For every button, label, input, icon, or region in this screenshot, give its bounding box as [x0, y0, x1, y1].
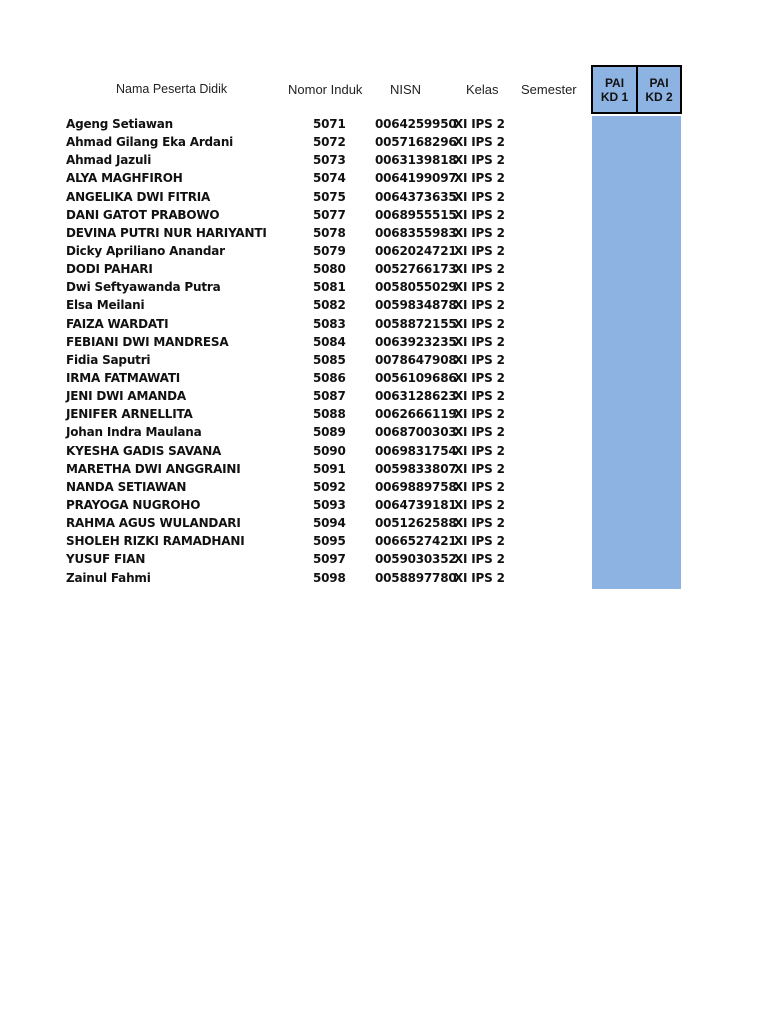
- student-kelas: XI IPS 2: [454, 461, 505, 476]
- student-name: MARETHA DWI ANGGRAINI: [66, 461, 241, 476]
- student-name: IRMA FATMAWATI: [66, 370, 181, 385]
- student-name: Ahmad Jazuli: [66, 153, 152, 168]
- student-nisn: 0063128623: [375, 389, 457, 404]
- student-kelas: XI IPS 2: [454, 243, 505, 258]
- table-row: [0, 406, 768, 424]
- student-name: FAIZA WARDATI: [66, 316, 169, 331]
- student-nisn: 0058872155: [375, 316, 457, 331]
- student-nisn: 0078647908: [375, 352, 457, 367]
- student-nisn: 0068700303: [375, 425, 457, 440]
- student-name: PRAYOGA NUGROHO: [66, 497, 201, 512]
- student-table-body: [0, 116, 768, 588]
- student-name: Dicky Apriliano Anandar: [66, 243, 225, 258]
- table-row: [0, 279, 768, 297]
- student-nomor-induk: 5083: [313, 316, 346, 331]
- student-nomor-induk: 5078: [313, 225, 346, 240]
- student-nomor-induk: 5084: [313, 334, 346, 349]
- student-nomor-induk: 5082: [313, 298, 346, 313]
- student-name: SHOLEH RIZKI RAMADHANI: [66, 534, 245, 549]
- student-nisn: 0052766173: [375, 262, 457, 277]
- student-nisn: 0058897780: [375, 570, 457, 585]
- header-pai-kd2-line1: PAI: [649, 75, 669, 90]
- student-name: DEVINA PUTRI NUR HARIYANTI: [66, 225, 267, 240]
- student-name: NANDA SETIAWAN: [66, 479, 187, 494]
- student-name: ALYA MAGHFIROH: [66, 171, 183, 186]
- table-row: [0, 352, 768, 370]
- student-kelas: XI IPS 2: [454, 189, 505, 204]
- student-nisn: 0069889758: [375, 479, 457, 494]
- student-kelas: XI IPS 2: [454, 534, 505, 549]
- table-row: [0, 424, 768, 442]
- student-kelas: XI IPS 2: [454, 316, 505, 331]
- table-row: [0, 170, 768, 188]
- student-nomor-induk: 5095: [313, 534, 346, 549]
- student-nomor-induk: 5071: [313, 117, 346, 131]
- student-nomor-induk: 5091: [313, 461, 346, 476]
- student-name: JENIFER ARNELLITA: [66, 407, 193, 422]
- student-kelas: XI IPS 2: [454, 516, 505, 531]
- student-nomor-induk: 5087: [313, 389, 346, 404]
- student-name: Zainul Fahmi: [66, 570, 151, 585]
- student-nomor-induk: 5073: [313, 153, 346, 168]
- student-kelas: XI IPS 2: [454, 389, 505, 404]
- student-name: Ageng Setiawan: [66, 117, 173, 131]
- header-nama-peserta-didik: Nama Peserta Didik: [116, 82, 228, 96]
- student-nisn: 0063139818: [375, 153, 457, 168]
- student-kelas: XI IPS 2: [454, 352, 505, 367]
- student-nomor-induk: 5079: [313, 243, 346, 258]
- student-nomor-induk: 5093: [313, 497, 346, 512]
- student-nisn: 0058055029: [375, 280, 457, 295]
- header-pai-kd1-line1: PAI: [604, 75, 625, 90]
- table-row: [0, 533, 768, 551]
- table-row: [0, 189, 768, 207]
- student-nomor-induk: 5077: [313, 207, 346, 222]
- table-row: [0, 134, 768, 152]
- student-name: ANGELIKA DWI FITRIA: [66, 189, 211, 204]
- student-name: KYESHA GADIS SAVANA: [66, 443, 222, 458]
- student-nomor-induk: 5072: [313, 135, 346, 150]
- student-kelas: XI IPS 2: [454, 153, 505, 168]
- student-name: YUSUF FIAN: [66, 552, 146, 567]
- student-kelas: XI IPS 2: [454, 135, 505, 150]
- student-nisn: 0059833807: [375, 461, 457, 476]
- student-nisn: 0059834878: [375, 298, 457, 313]
- student-kelas: XI IPS 2: [454, 171, 505, 186]
- student-name: RAHMA AGUS WULANDARI: [66, 516, 241, 531]
- header-nomor-induk: Nomor Induk: [288, 82, 363, 97]
- student-name: Elsa Meilani: [66, 298, 145, 313]
- header-kelas: Kelas: [466, 82, 499, 97]
- student-nisn: 0062666119: [375, 407, 457, 422]
- student-kelas: XI IPS 2: [454, 497, 505, 512]
- student-name: Ahmad Gilang Eka Ardani: [66, 135, 234, 150]
- student-kelas: XI IPS 2: [454, 207, 505, 222]
- table-row: [0, 116, 768, 134]
- student-name: JENI DWI AMANDA: [66, 389, 186, 404]
- student-kelas: XI IPS 2: [454, 225, 505, 240]
- student-nomor-induk: 5075: [313, 189, 346, 204]
- table-row: [0, 243, 768, 261]
- student-nisn: 0063923235: [375, 334, 457, 349]
- table-row: [0, 297, 768, 315]
- table-row: [0, 570, 768, 588]
- student-name: DODI PAHARI: [66, 262, 153, 277]
- student-nomor-induk: 5092: [313, 479, 346, 494]
- table-row: [0, 316, 768, 334]
- table-row: [0, 370, 768, 388]
- student-nisn: 0064739181: [375, 497, 457, 512]
- student-nomor-induk: 5086: [313, 370, 346, 385]
- student-kelas: XI IPS 2: [454, 425, 505, 440]
- student-nisn: 0068955515: [375, 207, 457, 222]
- student-nomor-induk: 5090: [313, 443, 346, 458]
- student-nisn: 0056109686: [375, 370, 457, 385]
- table-row: [0, 443, 768, 461]
- table-row: [0, 152, 768, 170]
- table-row: [0, 207, 768, 225]
- header-pai-kd1-line2: KD 1: [600, 89, 629, 104]
- student-nisn: 0064199097: [375, 171, 457, 186]
- student-kelas: XI IPS 2: [454, 298, 505, 313]
- header-nisn: NISN: [390, 82, 422, 97]
- student-nisn: 0068355983: [375, 225, 457, 240]
- table-row: [0, 497, 768, 515]
- student-nomor-induk: 5089: [313, 425, 346, 440]
- student-kelas: XI IPS 2: [454, 334, 505, 349]
- student-nisn: 0064373635: [375, 189, 457, 204]
- student-name: Johan Indra Maulana: [66, 425, 202, 440]
- student-nisn: 0069831754: [375, 443, 457, 458]
- table-row: [0, 515, 768, 533]
- table-row: [0, 461, 768, 479]
- student-nisn: 0051262588: [375, 516, 457, 531]
- student-nisn: 0059030352: [375, 552, 457, 567]
- student-nisn: 0062024721: [375, 243, 457, 258]
- table-row: [0, 388, 768, 406]
- student-kelas: XI IPS 2: [454, 280, 505, 295]
- student-nisn: 0066527421: [375, 534, 457, 549]
- student-kelas: XI IPS 2: [454, 370, 505, 385]
- header-pai-kd2-line2: KD 2: [645, 89, 673, 104]
- student-kelas: XI IPS 2: [454, 117, 505, 131]
- student-nomor-induk: 5094: [313, 516, 346, 531]
- table-row: [0, 479, 768, 497]
- table-row: [0, 334, 768, 352]
- student-nomor-induk: 5080: [313, 262, 346, 277]
- header-pai-kd1: [591, 65, 638, 114]
- student-nomor-induk: 5074: [313, 171, 346, 186]
- table-row: [0, 261, 768, 279]
- table-row: [0, 551, 768, 569]
- header-pai-kd2: [636, 65, 682, 114]
- header-semester: Semester: [521, 82, 577, 97]
- student-kelas: XI IPS 2: [454, 407, 505, 422]
- student-nomor-induk: 5088: [313, 407, 346, 422]
- student-name: Dwi Seftyawanda Putra: [66, 280, 221, 295]
- student-nisn: 0057168296: [375, 135, 457, 150]
- student-name: DANI GATOT PRABOWO: [66, 207, 220, 222]
- student-nomor-induk: 5098: [313, 570, 346, 585]
- student-nomor-induk: 5097: [313, 552, 346, 567]
- student-kelas: XI IPS 2: [454, 479, 505, 494]
- student-name: Fidia Saputri: [66, 352, 151, 367]
- student-kelas: XI IPS 2: [454, 552, 505, 567]
- student-kelas: XI IPS 2: [454, 570, 505, 585]
- student-nomor-induk: 5081: [313, 280, 346, 295]
- student-nisn: 0064259950: [375, 117, 457, 131]
- table-row: [0, 225, 768, 243]
- student-nomor-induk: 5085: [313, 352, 346, 367]
- student-kelas: XI IPS 2: [454, 262, 505, 277]
- student-kelas: XI IPS 2: [454, 443, 505, 458]
- student-name: FEBIANI DWI MANDRESA: [66, 334, 229, 349]
